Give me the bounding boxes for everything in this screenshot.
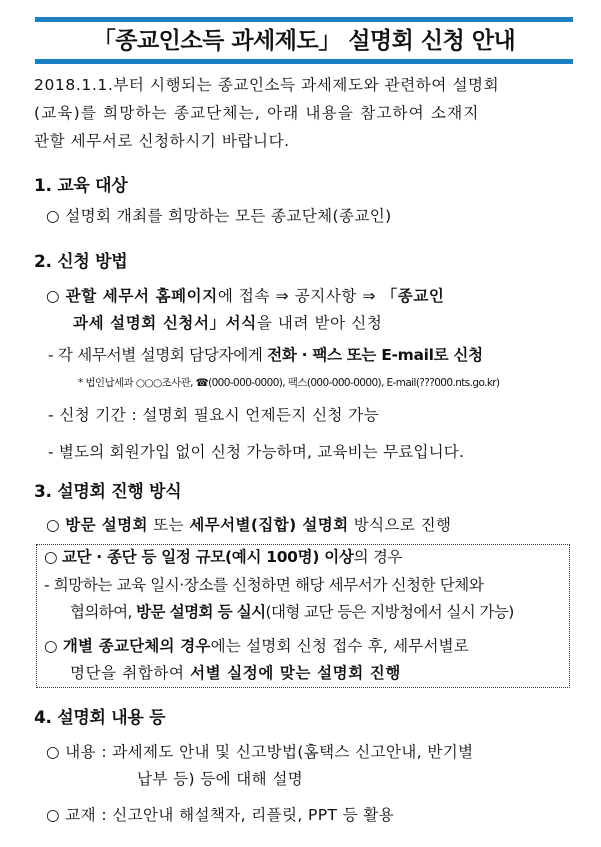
text: 과세 설명회 신청서」서식 xyxy=(73,314,257,332)
list-item: ○ 내용 : 과세제도 안내 및 신고방법(홈택스 신고안내, 반기별 xyxy=(46,743,474,761)
section-heading: 1. 교육 대상 xyxy=(34,176,128,196)
text: 교단 · 종단 등 일정 규모(예시 100명) 이상 xyxy=(61,548,354,566)
text: 협의하여, xyxy=(70,603,137,621)
text: - 각 세무서별 설명회 담당자에게 xyxy=(48,346,268,364)
box-item-cont xyxy=(70,661,401,685)
text: 또는 xyxy=(147,516,190,534)
box-item-cont xyxy=(70,600,514,624)
text: 방식으로 진행 xyxy=(348,516,452,534)
section-heading: 4. 설명회 내용 등 xyxy=(34,708,166,728)
text: 개별 종교단체의 경우 xyxy=(62,637,211,655)
text: 방문 설명회 등 실시 xyxy=(136,603,266,621)
list-item xyxy=(46,284,444,308)
list-item: - 별도의 회원가입 없이 신청 가능하며, 교육비는 무료입니다. xyxy=(48,443,465,461)
text: ○ xyxy=(44,637,63,655)
list-item xyxy=(46,513,451,537)
title-bottom-rule xyxy=(35,59,573,64)
text: 서별 실정에 맞는 설명회 진행 xyxy=(190,664,401,682)
intro-line: 2018.1.1.부터 시행되는 종교인소득 과세제도와 관련하여 설명회 xyxy=(34,76,500,94)
text: 세무서별(집합) 설명회 xyxy=(189,516,349,534)
text: 관할 세무서 홈페이지 xyxy=(65,287,218,305)
text: (대형 교단 등은 지방청에서 실시 가능) xyxy=(265,603,514,621)
list-item-cont xyxy=(73,311,382,335)
text: ○ xyxy=(46,287,66,305)
list-item: ○ 교재 : 신고안내 해설책자, 리플릿, PPT 등 활용 xyxy=(46,806,395,824)
list-item-cont: 납부 등) 등에 대해 설명 xyxy=(137,770,304,788)
section-heading: 2. 신청 방법 xyxy=(34,252,128,272)
title-top-rule xyxy=(35,17,573,22)
contact-note: * 법인납세과 ○○○조사관, ☎(000-000-0000), 팩스(000-000-0000), E-mail(???000.nts.go.kr) xyxy=(78,377,500,389)
text: 전화 · 팩스 또는 E-mail로 신청 xyxy=(267,346,483,364)
text: 에 접속 ⇒ 공지사항 ⇒ xyxy=(217,287,382,305)
text: 에는 설명회 신청 접수 후, 세무서별로 xyxy=(210,637,469,655)
intro-line: 관할 세무서로 신청하시기 바랍니다. xyxy=(34,132,290,150)
section-heading: 3. 설명회 진행 방식 xyxy=(34,482,182,502)
text: 「종교인 xyxy=(381,287,445,305)
text: 의 경우 xyxy=(353,548,403,566)
intro-line: (교육)를 희망하는 종교단체는, 아래 내용을 참고하여 소재지 xyxy=(34,104,480,122)
page-title: 「종교인소득 과세제도」 설명회 신청 안내 xyxy=(92,28,516,54)
text: ○ xyxy=(44,548,62,566)
box-item: - 희망하는 교육 일시·장소를 신청하면 해당 세무서가 신청한 단체와 xyxy=(44,576,484,594)
text: 을 내려 받아 신청 xyxy=(256,314,383,332)
text: ○ xyxy=(46,516,66,534)
list-item: - 신청 기간 : 설명회 필요시 언제든지 신청 가능 xyxy=(48,406,379,424)
list-item xyxy=(48,343,483,367)
list-item: ○ 설명회 개최를 희망하는 모든 종교단체(종교인) xyxy=(46,207,392,225)
box-item xyxy=(44,634,469,658)
box-item xyxy=(44,545,402,569)
text: 방문 설명회 xyxy=(65,516,148,534)
text: 명단을 취합하여 xyxy=(70,664,191,682)
